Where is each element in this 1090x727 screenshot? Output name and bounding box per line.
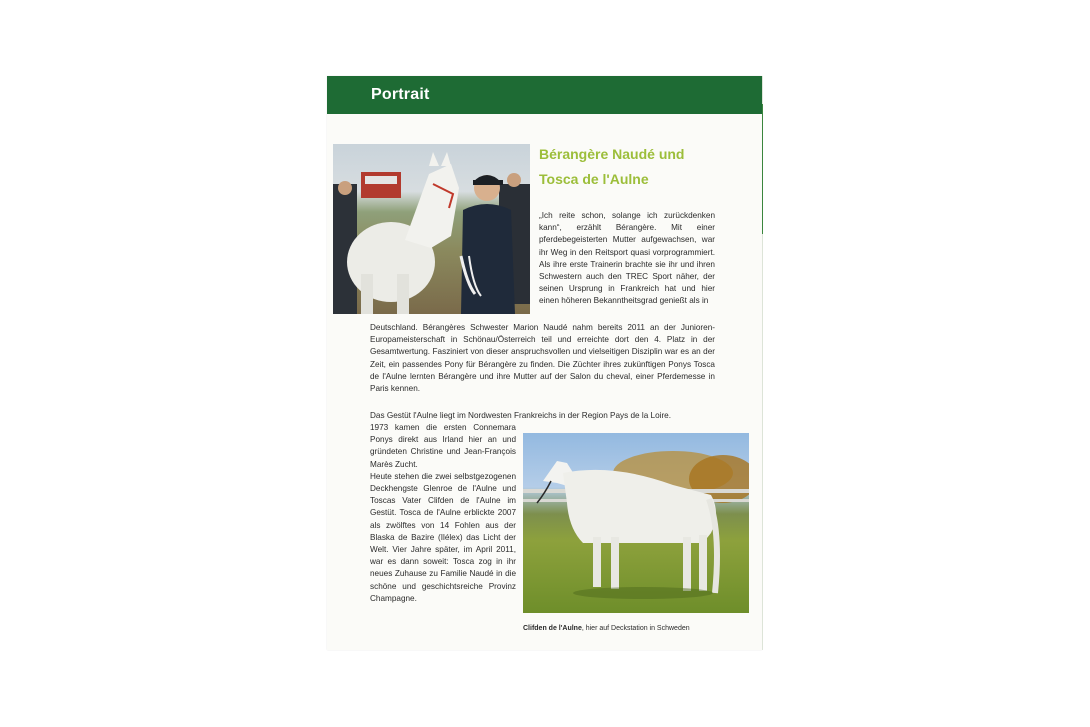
gestuet-paragraph-rest: 1973 kamen die ersten Connemara Ponys direkt aus Irland hier an und gründeten Christine und Jean-François Marès Zucht. [370, 423, 516, 469]
caption-rest: , hier auf Deckstation in Schweden [581, 625, 690, 632]
magazine-page [327, 76, 762, 650]
headline-line-1: Bérangère Naudé und [539, 146, 685, 162]
section-banner [327, 76, 762, 114]
gestuet-paragraph-first-line: Das Gestüt l'Aulne liegt im Nordwesten Frankreichs in der Region Pays de la Loire. [370, 411, 672, 420]
gestuet-paragraph-column [370, 422, 516, 605]
photo-stallion [523, 433, 749, 613]
intro-paragraph: „Ich reite schon, solange ich zurückdenken kann“, erzählt Bérangère. Mit einer pferdebegeisterten Mutter aufgewachsen, war ihr Weg in den Reitsport quasi vorprogrammiert. Als ihre erste Trainerin brachte sie ihr und ihren Schwestern auch den TREC Sport näher, der seinen Ursprung in Frankreich hat und hier einen höheren Bekanntheitsgrad genießt als in [539, 211, 715, 306]
section-title: Portrait [371, 86, 430, 103]
heute-paragraph: Heute stehen die zwei selbstgezogenen Deckhengste Glenroe de l'Aulne und Toscas Vater Clifden de l'Aulne im Gestüt. Tosca de l'Aulne erblickte 2007 als zwölftes von 14 Fohlen aus der Blaska de Bazire (Ilélex) das Licht der Welt. Vier Jahre später, im April 2011, war es dann soweit: Tosca zog in ihr neues Zuhause zu Familie Naudé in die schöne und geschichtsreiche Provinz Champagne. [370, 471, 516, 603]
article-headline [539, 142, 739, 192]
photo-rider-with-horse [333, 144, 530, 314]
intro-continuation: Deutschland. Bérangères Schwester Marion Naudé nahm bereits 2011 an der Junioren-Europameisterschaft in Schönau/Österreich teil und erreichte dort den 4. Platz in der Gesamtwertung. Fasziniert von dieser anspruchsvollen und vielseitigen Disziplin war es an der Zeit, ein passendes Pony für Bérangère zu finden. Die Züchter ihres zukünftigen Ponys Tosca de l'Aulne lernten Bérangère und ihre Mutter auf der Salon du cheval, einer Pferdemesse in Paris kennen. [370, 323, 715, 394]
caption-name: Clifden de l'Aulne [523, 625, 582, 632]
headline-line-2: Tosca de l'Aulne [539, 171, 649, 187]
photo-caption [523, 625, 749, 632]
